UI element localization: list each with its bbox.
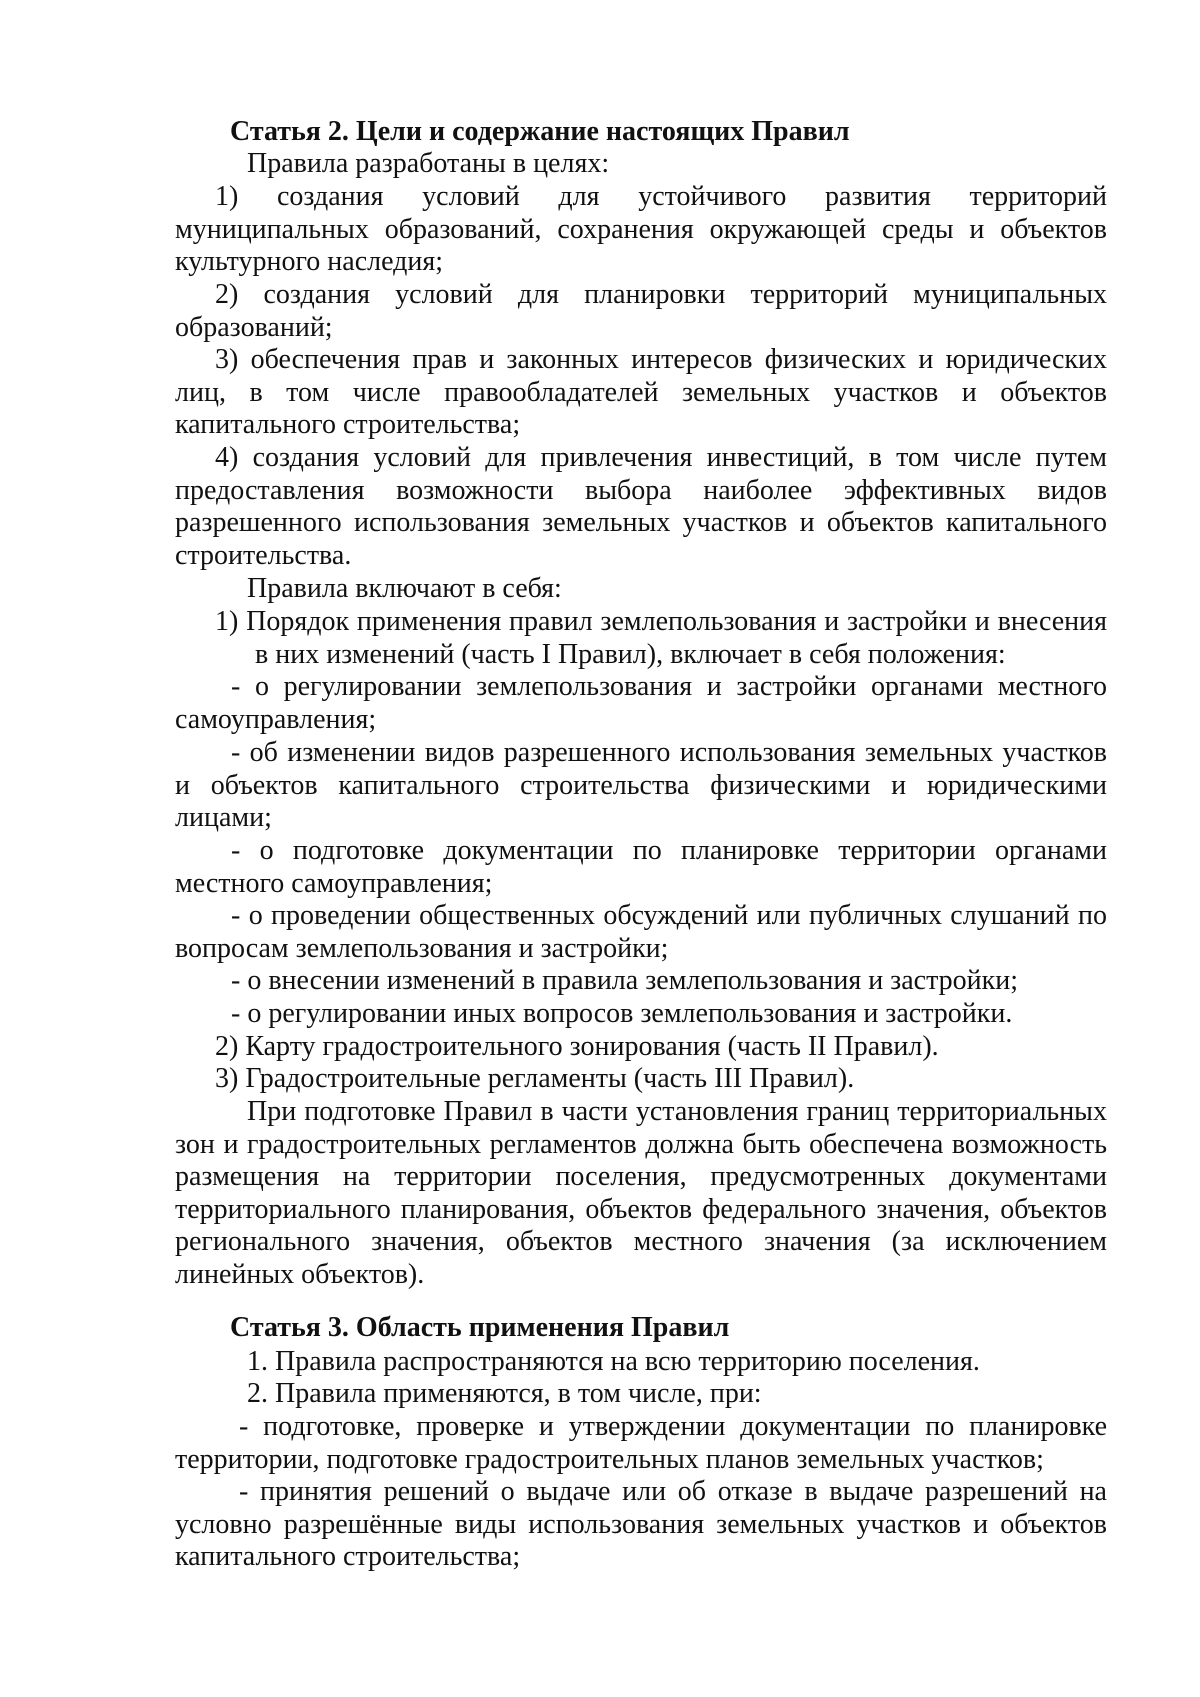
goal-item-3: 3) обеспечения прав и законных интересов физических и юридических лиц, в том числе правообладателей земельных участков и объектов капитального строительства; [175,344,1107,441]
article-2-intro: Правила разработаны в целях: [247,148,610,179]
provision-item-4: - о проведении общественных обсуждений или публичных слушаний по вопросам землепользования и застройки; [175,900,1107,964]
case-item-2: - принятия решений о выдаче или об отказе в выдаче разрешений на условно разрешённые виды использования земельных участков и объектов капитального строительства; [175,1476,1107,1573]
article-3-heading: Статья 3. Область применения Правил [230,1312,730,1343]
provision-item-6: - о регулировании иных вопросов землепользования и застройки. [231,998,1013,1029]
provision-item-5: - о внесении изменений в правила землепользования и застройки; [231,965,1019,996]
case-item-1: - подготовке, проверке и утверждении документации по планировке территории, подготовке градостроительных планов земельных участков; [175,1411,1107,1475]
article-3-item-2: 2. Правила применяются, в том числе, при: [247,1378,762,1409]
part-2-item: 2) Карту градостроительного зонирования (часть II Правил). [215,1031,939,1062]
provision-item-3: - о подготовке документации по планировке территории органами местного самоуправления; [175,835,1107,899]
provision-item-1: - о регулировании землепользования и застройки органами местного самоуправления; [175,671,1107,735]
goal-item-1: 1) создания условий для устойчивого развития территорий муниципальных образований, сохранения окружающей среды и объектов культурного наследия; [175,181,1107,278]
closing-paragraph: При подготовке Правил в части установления границ территориальных зон и градостроительных регламентов должна быть обеспечена возможность размещения на территории поселения, предусмотренных документами территориального планирования, объектов федерального значения, объектов регионального значения, объектов местного значения (за исключением линейных объектов). [175,1096,1107,1290]
article-2-heading: Статья 2. Цели и содержание настоящих Правил [230,116,850,147]
part-1-item: 1) Порядок применения правил землепользования и застройки и внесения в них изменений (часть I Правил), включает в себя положения: [215,606,1107,670]
goal-item-2: 2) создания условий для планировки территорий муниципальных образований; [175,279,1107,343]
article-3-item-1: 1. Правила распространяются на всю территорию поселения. [247,1346,980,1377]
part-3-item: 3) Градостроительные регламенты (часть III Правил). [215,1063,855,1094]
goal-item-4: 4) создания условий для привлечения инвестиций, в том числе путем предоставления возможности выбора наиболее эффективных видов разрешенного использования земельных участков и объектов капитального строительства. [175,442,1107,571]
provision-item-2: - об изменении видов разрешенного использования земельных участков и объектов капитального строительства физическими и юридическими лицами; [175,737,1107,834]
includes-intro: Правила включают в себя: [247,573,562,604]
